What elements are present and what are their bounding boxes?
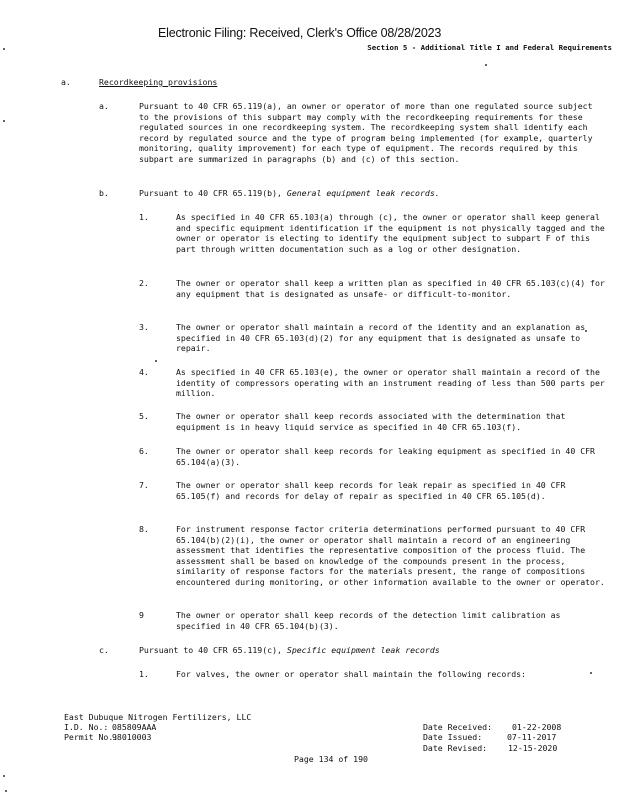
b2-text: The owner or operator shall keep a written plan as specified in 40 CFR 65.103(c)(4) for any equipment that is designated as unsafe- or difficult-to-monitor. — [176, 278, 605, 299]
b8-text: For instrument response factor criteria determinations performed pursuant to 40 CFR 65.104(b)(2)(i), the owner or operator shall maintain a record of an engineering assessment that identifies the representative composition of the process fluid. The assessment shall be based on knowledge of the compounds present in the process, similarity of response factors for the materials present, the range of compositions encountered during monitoring, or other information available to the owner or operator. — [176, 524, 605, 587]
b9-label: 9 — [139, 610, 144, 620]
b7-label: 7. — [139, 480, 149, 490]
b3-text: The owner or operator shall maintain a record of the identity and an explanation as specified in 40 CFR 65.103(d)(2) for any equipment that is designated as unsafe to repair. — [176, 322, 586, 354]
b6-label: 6. — [139, 446, 149, 456]
item-c-label: c. — [99, 645, 109, 655]
item-a-label: a. — [99, 101, 109, 111]
b5-text: The owner or operator shall keep records associated with the determination that equipment is in heavy liquid service as specified in 40 CFR 65.103(f). — [176, 411, 566, 432]
footer-id-label: I.D. No.: — [64, 722, 109, 732]
b9-text: The owner or operator shall keep records of the detection limit calibration as specified in 40 CFR 65.104(b)(3). — [176, 610, 561, 631]
item-b-label: b. — [99, 188, 109, 198]
section-title: Recordkeeping provisions — [99, 77, 218, 87]
b1-text: As specified in 40 CFR 65.103(a) through (c), the owner or operator shall keep general and specific equipment identification if the equipment is not physically tagged and the owner or operator is electing to identify the equipment subject to subpart F of this part through written documentation such as a log or other designation. — [176, 212, 605, 254]
b3-label: 3. — [139, 322, 149, 332]
scan-speck — [485, 64, 487, 66]
b5-label: 5. — [139, 411, 149, 421]
b4-label: 4. — [139, 367, 149, 377]
footer-date-revised-value: 12-15-2020 — [508, 743, 558, 753]
scan-speck — [590, 672, 592, 674]
b1-label: 1. — [139, 212, 149, 222]
footer-permit-value: 98010003 — [112, 732, 152, 742]
b7-text: The owner or operator shall keep records for leak repair as specified in 40 CFR 65.105(f) and records for delay of repair as specified in 40 CFR 65.105(d). — [176, 480, 566, 501]
footer-id-value: 085809AAA — [112, 722, 157, 732]
footer-date-revised-label: Date Revised: — [423, 743, 488, 753]
item-a-text: Pursuant to 40 CFR 65.119(a), an owner or operator of more than one regulated source subject to the provisions of this subpart may comply with the recordkeeping requirements for these regulated sources in one recordkeeping system. The recordkeeping system shall identify each record by regulated source and the type of program being implemented (for example, quarterly monitoring, quality improvement) for each type of equipment. The records required by this subpart are summarized in paragraphs (b) and (c) of this section. — [139, 101, 593, 164]
footer-date-received-label: Date Received: — [423, 722, 493, 732]
c1-label: 1. — [139, 669, 149, 679]
scan-speck — [3, 120, 5, 122]
footer-permit-label: Permit No.: — [64, 732, 119, 742]
scan-speck — [585, 330, 587, 332]
section-label: a. — [61, 77, 71, 87]
b8-label: 8. — [139, 524, 149, 534]
b2-label: 2. — [139, 278, 149, 288]
footer-date-issued-value: 07-11-2017 — [507, 732, 557, 742]
footer-date-issued-label: Date Issued: — [423, 732, 483, 742]
scan-speck — [3, 48, 5, 50]
page-number: Page 134 of 190 — [294, 754, 368, 764]
item-b-lead: Pursuant to 40 CFR 65.119(b), General equipment leak records. — [139, 188, 440, 198]
c1-text: For valves, the owner or operator shall maintain the following records: — [176, 669, 526, 679]
section-heading: Section 5 - Additional Title I and Federal Requirements — [367, 43, 612, 52]
scan-speck — [3, 775, 5, 777]
scan-speck — [5, 790, 7, 792]
b4-text: As specified in 40 CFR 65.103(e), the owner or operator shall maintain a record of the identity of compressors operating with an instrument reading of less than 500 parts per million. — [176, 367, 605, 399]
footer-date-received-value: 01-22-2008 — [512, 722, 562, 732]
filing-stamp: Electronic Filing: Received, Clerk's Office 08/28/2023 — [158, 26, 442, 40]
item-c-lead: Pursuant to 40 CFR 65.119(c), Specific equipment leak records — [139, 645, 440, 655]
scan-speck — [155, 360, 157, 362]
footer-company: East Dubuque Nitrogen Fertilizers, LLC — [64, 712, 252, 722]
b6-text: The owner or operator shall keep records for leaking equipment as specified in 40 CFR 65.104(a)(3). — [176, 446, 595, 467]
